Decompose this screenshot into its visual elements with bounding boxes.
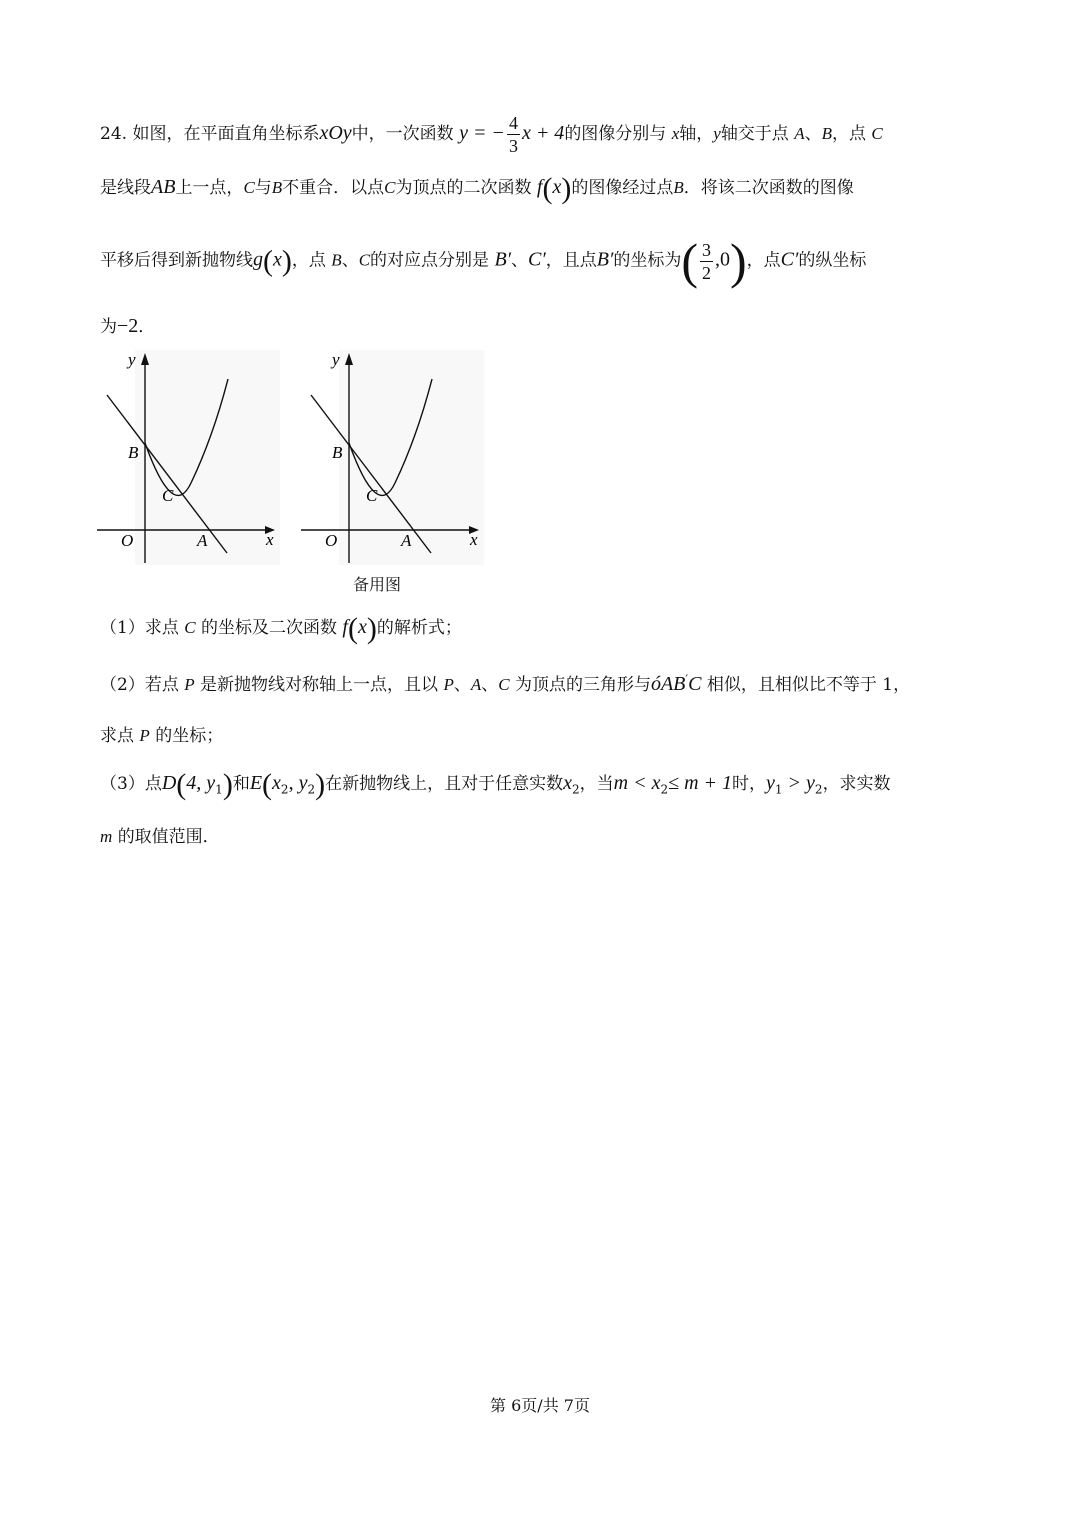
point-b: B: [331, 250, 342, 270]
text: （1）求点: [100, 618, 179, 638]
math-y1: y: [766, 772, 775, 794]
point-d: D: [161, 772, 177, 794]
point-c-prime: C′: [780, 248, 799, 271]
point-b-prime: B′: [494, 248, 512, 271]
text: ，点: [746, 250, 781, 271]
math-x: x: [273, 248, 282, 271]
text: 是线段: [100, 178, 151, 198]
point-p: P: [443, 675, 454, 694]
triangle-abc: óAB: [650, 673, 686, 695]
text: 与: [254, 178, 272, 198]
label-x: x: [266, 530, 274, 549]
text: （2）若点: [100, 675, 179, 695]
sub-2: 2: [307, 782, 316, 797]
text: ．: [138, 317, 156, 337]
text: 上一点，: [175, 178, 244, 198]
point-c: C: [384, 178, 396, 197]
label-o: O: [121, 531, 134, 550]
sub-2: 2: [571, 782, 580, 797]
backup-figure: [299, 345, 489, 570]
point-c: C: [871, 124, 883, 143]
problem-line-1: [100, 112, 883, 157]
fraction-3-2: [700, 239, 713, 284]
frac-den: 2: [702, 262, 711, 283]
problem-line-2: 是线段AB上一点，C与B不重合．以点C为顶点的二次函数 f(x)的图像经过点B．将该二次函数的图像: [100, 172, 854, 205]
segment-ab: AB: [151, 176, 176, 198]
prime-mark: ′: [685, 672, 689, 687]
label-b: B: [128, 443, 139, 462]
sub-2: 2: [280, 782, 289, 797]
point-p: P: [139, 726, 150, 745]
triangle-c: C: [688, 673, 702, 695]
sub-1: 1: [215, 782, 223, 797]
math-gt: > y: [782, 772, 815, 794]
point-c: C: [498, 675, 510, 694]
text: 的纵坐标: [798, 250, 867, 271]
figure-caption: 备用图: [353, 575, 402, 594]
frac-num: 3: [702, 239, 711, 260]
text: ，求实数: [822, 774, 891, 794]
text: ，当: [579, 774, 614, 794]
text: 为: [100, 317, 117, 337]
math-x: x: [671, 124, 680, 143]
text: 的解析式；: [376, 618, 462, 638]
label-b: B: [332, 443, 343, 462]
frac-num: 4: [508, 113, 518, 133]
question-2: [100, 670, 910, 696]
text: 为顶点的二次函数: [395, 178, 532, 198]
frac-den: 3: [508, 136, 518, 156]
text: 、: [804, 124, 822, 144]
math-linear: x + 4: [521, 122, 565, 144]
text: 、: [453, 675, 471, 695]
d-args: 4, y: [186, 772, 216, 794]
point-a: A: [470, 675, 482, 694]
label-a: A: [401, 531, 412, 550]
label-c: C: [162, 486, 174, 505]
label-o: O: [325, 531, 338, 550]
page-footer: 第 6页/共 7页: [490, 1396, 590, 1415]
question-3: （3）点D(4, $y_1$)和$E(x_2$, $y_2$)在新抛物线上，且对于任意实数$x_2$，当$m < x_2\le m + 1$时，$y_1 > y_2$，求实数: [100, 768, 891, 801]
point-b: B: [673, 178, 684, 197]
text: 的对应点分别是: [370, 250, 490, 271]
text: 的图像经过点: [571, 178, 674, 198]
label-c: C: [366, 486, 378, 505]
text: 为顶点的三角形与: [514, 675, 651, 695]
text: 的图像分别与: [564, 124, 667, 144]
text: ，点: [832, 124, 866, 144]
fraction-4-3: [507, 112, 520, 157]
text: 相似，且相似比不等于 1，: [706, 675, 911, 695]
math-f: f: [342, 616, 348, 638]
label-a: A: [197, 531, 208, 550]
text: 中，一次函数: [351, 124, 454, 144]
text: 的取值范围．: [117, 827, 220, 847]
text: 是新抛物线对称轴上一点，且以: [200, 675, 439, 695]
text: （3）点: [100, 774, 162, 794]
math-x: x: [552, 176, 562, 198]
coord-rest: ,0: [715, 248, 730, 271]
math-m: m: [100, 827, 113, 846]
text: 轴，: [679, 124, 714, 144]
text: 的坐标及二次函数: [200, 618, 337, 638]
text: 和: [232, 774, 250, 794]
text: 的坐标为: [613, 250, 682, 271]
text: 、: [481, 675, 499, 695]
math-y-axis: y: [713, 124, 721, 143]
e-x: x: [272, 772, 281, 794]
point-b: B: [271, 178, 283, 197]
question-2-cont: [100, 721, 223, 746]
text: 轴交于点: [720, 124, 789, 144]
text: ，且点: [545, 250, 597, 271]
text: 的坐标；: [155, 726, 224, 746]
point-p: P: [184, 675, 195, 694]
problem-line-3: 平移后得到新抛物线g(x)，点 B、C的对应点分别是 B′、C′，且点B′的坐标为( $\frac{3}{2}$ ,0)，点C′的纵坐标: [100, 233, 867, 289]
problem-line-4: [100, 312, 155, 338]
math-xoy: xOy: [319, 122, 352, 144]
point-c: C: [184, 618, 196, 637]
label-y: y: [332, 350, 340, 369]
value-neg2: −2: [117, 315, 139, 337]
text: ．将该二次函数的图像: [683, 178, 854, 198]
sub-2: 2: [814, 782, 823, 797]
question-3-cont: [100, 822, 220, 847]
math-g: g: [253, 248, 263, 271]
ineq-right: ≤ m + 1: [668, 772, 733, 794]
label-y: y: [128, 350, 136, 369]
text: 求点: [100, 726, 134, 746]
point-e: E: [249, 772, 263, 794]
e-y: y: [298, 772, 308, 794]
math-x2: x: [563, 772, 572, 794]
label-x: x: [470, 530, 478, 549]
math-x: x: [357, 616, 367, 638]
point-c: C: [358, 250, 371, 270]
text: 不重合．以点: [282, 178, 385, 198]
sub-2: 2: [660, 782, 669, 797]
math-y: y = −: [459, 122, 505, 144]
main-figure: [95, 345, 285, 570]
text: 、: [511, 250, 529, 271]
sub-1: 1: [774, 782, 783, 797]
point-b-prime: B′: [596, 248, 614, 271]
text: 时，: [732, 774, 767, 794]
text: 平移后得到新抛物线: [100, 250, 253, 271]
math-f: f: [536, 176, 543, 198]
point-b: B: [821, 124, 832, 143]
text: ，点: [291, 250, 326, 271]
text: 如图，在平面直角坐标系: [132, 124, 320, 144]
text: 在新抛物线上，且对于任意实数: [325, 774, 564, 794]
question-1: （1）求点 C 的坐标及二次函数 f(x)的解析式；: [100, 612, 462, 645]
problem-number: 24.: [100, 124, 128, 144]
text: 、: [341, 250, 359, 271]
point-c: C: [243, 178, 255, 197]
point-a: A: [794, 124, 805, 143]
ineq-left: m < x: [613, 772, 661, 794]
point-c-prime: C′: [528, 248, 546, 271]
